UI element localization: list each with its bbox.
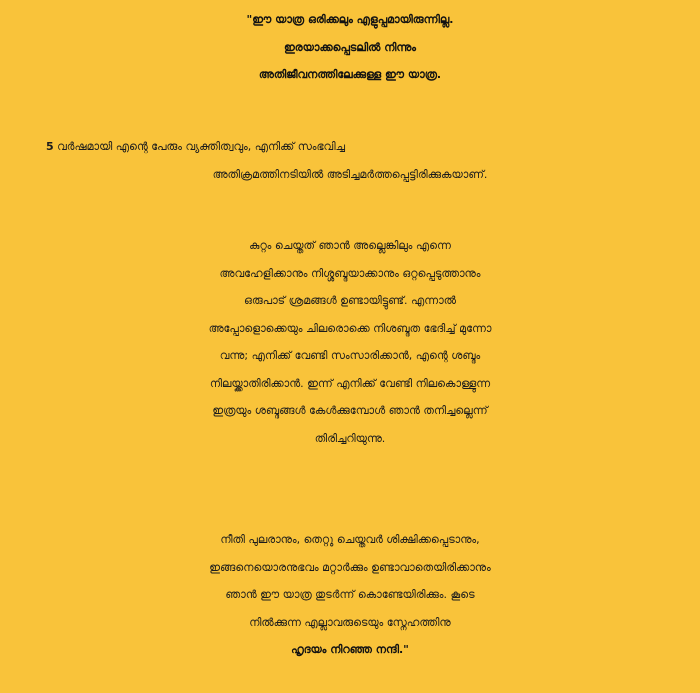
paragraph-1 <box>0 133 700 188</box>
closing-thanks: ഹൃദയം നിറഞ്ഞ നന്ദി." <box>291 643 409 656</box>
paragraph-2-line: ഇത്രയും ശബ്ദങ്ങൾ കേൾക്കുമ്പോൾ ഞാൻ തനിച്ചല്ലെന്ന് <box>212 404 488 417</box>
paragraph-2-line: നിലയ്ക്കാതിരിക്കാൻ. ഇന്ന് എനിക്ക് വേണ്ടി നിലകൊള്ളുന്ന <box>209 376 491 390</box>
paragraph-2-line: കുറ്റം ചെയ്തത് ഞാൻ അല്ലെങ്കിലും എന്നെ <box>249 239 451 252</box>
heading-line-2: ഇരയാക്കപ്പെടലിൽ നിന്നും <box>284 40 416 54</box>
paragraph-3-line: നിൽക്കുന്ന എല്ലാവരുടെയും സ്നേഹത്തിനു <box>249 615 451 629</box>
heading-line-1: "ഈ യാത്ര ഒരിക്കലും എളുപ്പമായിരുന്നില്ല. <box>246 13 454 26</box>
paragraph-2-line: തിരിച്ചറിയുന്നു. <box>314 431 386 445</box>
paragraph-1-line-1 <box>0 133 700 161</box>
paragraph-2-line: അവഹേളിക്കാനും നിശ്ശബ്ദയാക്കാനും ഒറ്റപ്പെടുത്താനും <box>219 266 481 280</box>
paragraph-3-line: നീതി പുലരാനും, തെറ്റു ചെയ്തവർ ശിക്ഷിക്കപ്പെടാനും, <box>220 533 480 546</box>
statement-heading <box>0 6 700 89</box>
paragraph-2-line: ഒരുപാട് ശ്രമങ്ങൾ ഉണ്ടായിട്ടുണ്ട്. എന്നാൽ <box>244 294 456 307</box>
years-number: 5 <box>46 140 54 153</box>
paragraph-2 <box>0 232 700 452</box>
paragraph-1-line-2: അതിക്രമത്തിനടിയിൽ അടിച്ചമർത്തപ്പെട്ടിരിക്കുകയാണ്. <box>212 167 488 181</box>
paragraph-2-line: വന്നു; എനിക്ക് വേണ്ടി സംസാരിക്കാൻ, എന്റെ ശബ്ദം <box>219 349 481 362</box>
heading-line-3: അതിജീവനത്തിലേക്കുള്ള ഈ യാത്ര. <box>258 68 442 81</box>
paragraph-3-line: ഇങ്ങനെയൊരനുഭവം മറ്റാർക്കും ഉണ്ടാവാതെയിരിക്കാനും <box>209 560 491 574</box>
paragraph-1-line-1-text: വർഷമായി എന്റെ പേരും വ്യക്തിത്വവും, എനിക്ക് സംഭവിച്ച <box>53 140 346 153</box>
paragraph-3 <box>0 526 700 664</box>
paragraph-2-line: അപ്പോളൊക്കെയും ചിലരൊക്കെ നിശബ്ദത ഭേദിച്ച് മുന്നോ <box>208 321 492 335</box>
paragraph-3-line: ഞാൻ ഈ യാത്ര തുടർന്ന് കൊണ്ടേയിരിക്കും. കൂടെ <box>225 588 475 601</box>
